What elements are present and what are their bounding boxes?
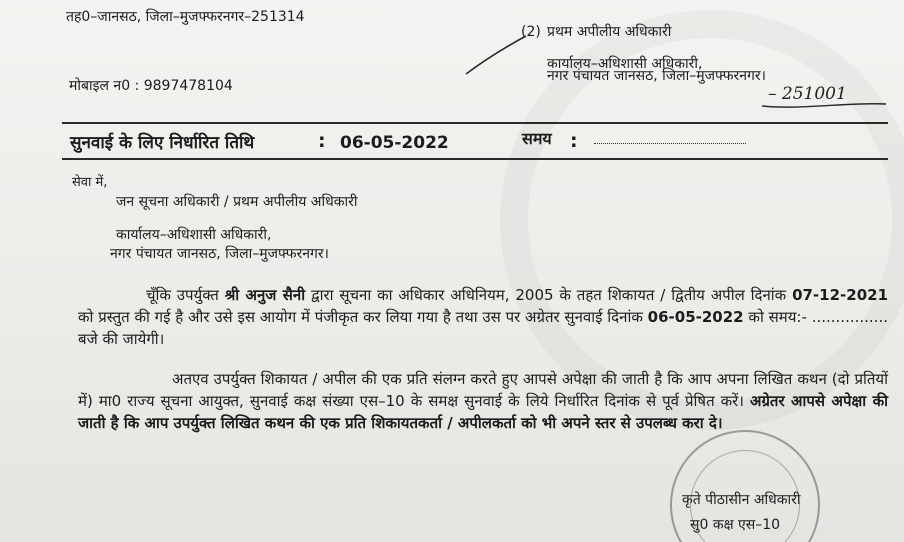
signature-line-1: कृते पीठासीन अधिकारी	[682, 492, 801, 508]
p2-text-b: अग्रेतर आपसे अपेक्षा की जाती है कि आप उपर्युक्त लिखित कथन की एक प्रति शिकायतकर्ता / अपीलकर्ता को भी अपने स्तर से उपलब्ध करा दे।	[78, 392, 888, 432]
body-paragraph-2	[78, 368, 888, 434]
sender-address: तह0–जानसठ, जिला–मुजफ्फरनगर–251314	[66, 9, 305, 25]
address-line-1: जन सूचना अधिकारी / प्रथम अपीलीय अधिकारी	[116, 194, 358, 210]
sender-mobile: मोबाइल न0 : 9897478104	[69, 78, 233, 94]
next-hearing-date: 06-05-2022	[647, 308, 744, 326]
p1-text-a: चूँकि उपर्युक्त	[146, 286, 225, 304]
hearing-time-label: समय	[522, 129, 552, 148]
hearing-time-colon: :	[570, 130, 578, 152]
handwritten-underline	[760, 98, 890, 112]
signature-line-2: सु0 कक्ष एस–10	[690, 517, 781, 533]
p2-text-a: अतएव उपर्युक्त शिकायत / अपील की एक प्रति संलग्न करते हुए आपसे अपेक्षा की जाती है कि आप अपना लिखित कथन (दो प्रतियों में) मा0 राज्य सूचना आयुक्त, सुनवाई कक्ष संख्या एस–10 के समक्ष सुनवाई के लिये निर्धारित दिनांक से पूर्व प्रेषित करें।	[78, 370, 888, 410]
address-line-3: नगर पंचायत जानसठ, जिला–मुजफ्फरनगर।	[110, 246, 329, 262]
applicant-name: श्री अनुज सैनी	[224, 286, 306, 304]
recipient-office: कार्यालय–अधिशासी अधिकारी,	[547, 56, 703, 72]
recipient-pin-handwritten: – 251001	[768, 84, 847, 104]
recipient-designation: प्रथम अपीलीय अधिकारी	[547, 24, 672, 40]
salutation: सेवा में,	[72, 175, 108, 190]
bottom-rule	[62, 158, 888, 160]
hearing-date-label: सुनवाई के लिए निर्धारित तिथि	[70, 133, 255, 153]
hearing-time-blank	[594, 130, 746, 148]
handwritten-tick-mark	[462, 32, 532, 78]
appeal-date: 07-12-2021	[792, 286, 889, 304]
p1-text-d: को समय:- ................ बजे की जायेगी।	[78, 308, 888, 348]
p1-text-c: को प्रस्तुत की गई है और उसे इस आयोग में पंजीकृत कर लिया गया है तथा उस पर अग्रेतर सुनवाई दिनांक	[78, 308, 648, 326]
recipient-place: नगर पंचायत जानसठ, जिला–मुजफ्फरनगर।	[547, 68, 766, 84]
recipient-number: (2)	[521, 24, 541, 40]
hearing-colon: :	[318, 130, 326, 152]
body-paragraph-1	[78, 284, 888, 350]
p1-text-b: द्वारा सूचना का अधिकार अधिनियम, 2005 के तहत शिकायत / द्वितीय अपील दिनांक	[305, 286, 793, 304]
hearing-date-value: 06-05-2022	[340, 133, 449, 153]
address-line-2: कार्यालय–अधिशासी अधिकारी,	[116, 227, 272, 243]
top-rule	[62, 122, 888, 124]
